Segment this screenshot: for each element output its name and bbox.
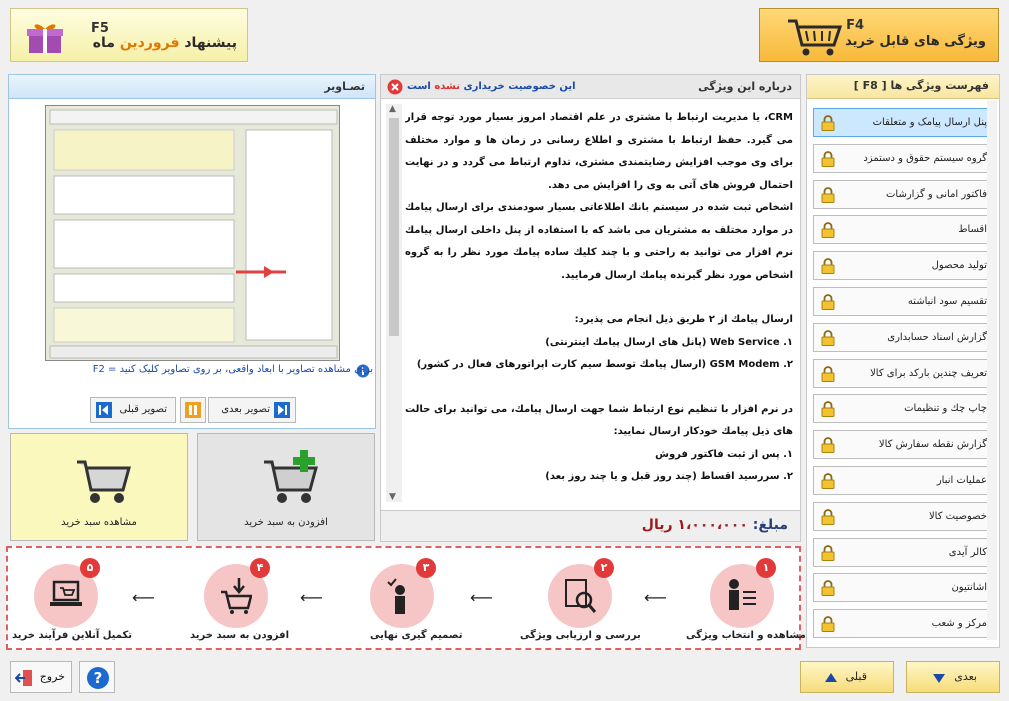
- lock-icon: [821, 222, 835, 238]
- images-hint: برای مشاهده تصاویر با ابعاد واقعی، بر روی تصاویر کلیک کنید = F2: [92, 364, 373, 375]
- offer-month: فروردین: [119, 35, 180, 51]
- chevron-up-icon: [825, 673, 837, 682]
- previous-button[interactable]: [800, 661, 894, 693]
- scroll-up-icon[interactable]: ▲: [389, 104, 396, 114]
- feature-list-item-label: فاکتور امانی و گزارشات: [886, 188, 987, 200]
- feature-list-item[interactable]: [813, 466, 993, 495]
- previous-image-button[interactable]: [90, 397, 176, 423]
- step-5: [34, 561, 98, 628]
- feature-list-item-label: گروه سیستم حقوق و دستمزد: [863, 152, 987, 164]
- skip-previous-icon: [96, 402, 112, 418]
- feature-list-item[interactable]: [813, 323, 993, 352]
- about-title: درباره این ویژگی: [698, 80, 792, 93]
- about-paragraph: در نرم افزار با تنظیم نوع ارتباط شما جهت ارسال پیامك، می توانید برای حالت های ذیل پیامك خودكار ارسال نمایید:: [405, 403, 793, 437]
- exit-door-icon: [15, 669, 33, 687]
- pause-button[interactable]: [180, 397, 206, 423]
- next-label: بعدی: [954, 670, 977, 683]
- about-paragraph: ارسال پیامك از ۲ طریق ذیل انجام می پذیرد:: [574, 314, 793, 325]
- step-arrow-icon: ⟵: [644, 588, 667, 607]
- shopping-cart-icon: [786, 17, 844, 57]
- person-checklist-icon: [726, 578, 758, 614]
- lock-icon: [821, 330, 835, 346]
- feature-list-item[interactable]: [813, 251, 993, 280]
- price-text: [642, 517, 788, 533]
- feature-list-item-label: پنل ارسال پیامک و متعلقات: [872, 117, 987, 128]
- view-cart-icon: [73, 450, 133, 510]
- feature-list-item-label: تقسیم سود انباشته: [907, 296, 987, 307]
- about-scrollbar[interactable]: [386, 104, 402, 502]
- lock-icon: [821, 366, 835, 382]
- next-image-button[interactable]: [208, 397, 296, 423]
- step-5-label: تکمیل آنلاین فرآیند خرید: [12, 630, 133, 641]
- offer-label: پیشنهاد فروردین ماه: [92, 35, 237, 51]
- step-3-label: تصمیم گیری نهایی: [370, 630, 463, 641]
- previous-label: قبلی: [845, 670, 867, 683]
- lock-icon: [821, 294, 835, 310]
- cart-download-icon: [220, 578, 252, 614]
- gift-icon: [25, 21, 65, 55]
- feature-list-item-label: عملیات انبار: [936, 475, 987, 486]
- feature-screenshot-thumbnail[interactable]: [45, 105, 340, 361]
- offer-shortcut: F5: [91, 21, 109, 36]
- feature-list-item-label: خصوصیت کالا: [928, 510, 987, 522]
- feature-list-item-label: مرکز و شعب: [931, 618, 987, 630]
- lock-icon: [821, 580, 835, 596]
- features-shortcut: F4: [846, 18, 864, 33]
- lock-icon: [821, 473, 835, 489]
- feature-list-item[interactable]: [813, 538, 993, 567]
- lock-icon: [821, 151, 835, 167]
- view-cart-button[interactable]: [10, 433, 188, 541]
- decision-person-icon: [386, 578, 418, 614]
- about-text: [405, 107, 793, 507]
- step-3: [370, 561, 434, 628]
- feature-list-item[interactable]: [813, 609, 993, 638]
- feature-list-item[interactable]: [813, 108, 993, 137]
- step-4-label: افزودن به سبد خرید: [190, 630, 289, 641]
- monthly-offer-button[interactable]: [10, 8, 248, 62]
- images-title: تصـاویر: [324, 80, 365, 93]
- about-feature-panel: [380, 74, 801, 540]
- view-cart-label: مشاهده سبد خرید: [61, 517, 137, 528]
- next-image-label: تصویر بعدی: [221, 404, 270, 415]
- price-label: مبلغ:: [752, 517, 788, 533]
- feature-list-title: فهرست ویژگی ها [ F8 ]: [807, 75, 999, 99]
- feature-list-item[interactable]: [813, 180, 993, 209]
- svg-text:?: ?: [93, 669, 103, 687]
- step-2: [548, 561, 612, 628]
- scroll-down-icon[interactable]: ▼: [389, 492, 396, 502]
- about-list-item: ۲. GSM Modem (ارسال پیامك توسط سیم كارت اپراتورهای فعال در كشور): [416, 359, 793, 370]
- lock-icon: [821, 258, 835, 274]
- chevron-down-icon: [933, 674, 945, 683]
- purchase-steps-panel: [6, 546, 806, 650]
- step-2-label: بررسی و ارزیابی ویژگی: [520, 630, 641, 641]
- step-number: ۵: [80, 558, 100, 578]
- feature-list-item-label: تولید محصول: [931, 260, 987, 272]
- price-value: ۱،۰۰۰،۰۰۰ ریال: [641, 517, 748, 533]
- lock-icon: [821, 115, 835, 131]
- step-number: ۲: [594, 558, 614, 578]
- not-purchased-warning: این خصوصیت خریداری نشده است: [407, 81, 576, 92]
- feature-list-item[interactable]: [813, 359, 993, 388]
- feature-list-item-label: تعریف چندین بارکد برای کالا: [870, 367, 987, 379]
- feature-list-item-label: اشانتیون: [951, 582, 987, 594]
- feature-list-item-label: اقساط: [958, 224, 987, 236]
- feature-list-item[interactable]: [813, 573, 993, 602]
- about-list-item: ۱. Web Service (پانل های ارسال پیامك اینترنتی): [545, 336, 793, 348]
- feature-list-item[interactable]: [813, 215, 993, 244]
- feature-list-item[interactable]: [813, 144, 993, 173]
- lock-icon: [821, 616, 835, 632]
- feature-list-item-label: چاپ چك و تنظیمات: [904, 403, 987, 415]
- step-1-label: مشاهده و انتخاب ویژگی: [686, 630, 806, 641]
- exit-label: خروج: [39, 670, 65, 683]
- close-circle-icon: [387, 79, 403, 95]
- help-button[interactable]: [79, 661, 115, 693]
- about-paragraph: اشخاص ثبت شده در سیستم بانك اطلاعاتی بسیار سودمندی برای ارسال پیامك در موارد مختلف به مشتریان می باشد كه با استفاده از پنل داخلی ارسال پیامك نرم افزار می توانید به راحتی و با چند كلیك ساده پیامك مورد نظر را به گروه اشخاص مورد نظر گیرنده پیامك ارسال فرمایید.: [405, 202, 793, 281]
- lock-icon: [821, 401, 835, 417]
- step-1: [710, 561, 774, 628]
- exit-button[interactable]: [10, 661, 72, 693]
- next-button[interactable]: [906, 661, 1000, 693]
- about-list-item: ۱. پس از ثبت فاکتور فروش: [655, 448, 793, 460]
- feature-list-scrollbar[interactable]: [987, 100, 997, 640]
- features-label: ویژگی های قابل خرید: [845, 34, 986, 49]
- step-arrow-icon: ⟵: [300, 588, 323, 607]
- scroll-thumb[interactable]: [389, 118, 399, 336]
- skip-next-icon: [274, 402, 290, 418]
- add-to-cart-icon: [260, 450, 320, 510]
- step-arrow-icon: ⟵: [132, 588, 155, 607]
- online-purchase-icon: [50, 578, 82, 614]
- lock-icon: [821, 545, 835, 561]
- feature-list-panel: [806, 74, 1000, 648]
- feature-list-item[interactable]: [813, 502, 993, 531]
- feature-list-item[interactable]: [813, 430, 993, 459]
- about-header: [381, 75, 800, 99]
- price-bar: [380, 510, 801, 542]
- lock-icon: [821, 437, 835, 453]
- feature-list-item-label: کالر آیدی: [948, 546, 987, 558]
- lock-icon: [821, 187, 835, 203]
- previous-image-label: تصویر قبلی: [119, 404, 167, 415]
- feature-list-item-label: گزارش اسناد حسابداری: [887, 331, 987, 343]
- purchasable-features-button[interactable]: [759, 8, 999, 62]
- review-document-icon: [564, 578, 596, 614]
- step-arrow-icon: ⟵: [470, 588, 493, 607]
- add-to-cart-label: افزودن به سبد خرید: [244, 517, 328, 528]
- step-number: ۱: [756, 558, 776, 578]
- lock-icon: [821, 509, 835, 525]
- step-number: ۴: [250, 558, 270, 578]
- pause-icon: [185, 402, 201, 418]
- about-paragraph: CRM، یا مدیریت ارتباط با مشتری در علم اقتصاد امروز بسیار مورد توجه قرار می گیرد. حفظ ارتباط با مشتری و اطلاع رسانی در زمان ها و موارد مختلف برای وی موجب افزایش رضایتمندی مشتری، تداوم ارتباط می گردد و در نهایت احتمال فروش های آتی به وی را افزایش می دهد.: [405, 112, 793, 191]
- step-number: ۳: [416, 558, 436, 578]
- add-to-cart-button[interactable]: [197, 433, 375, 541]
- feature-list-item[interactable]: [813, 394, 993, 423]
- about-list-item: ۲. سررسید اقساط (چند روز قبل و یا چند روز بعد): [545, 471, 793, 482]
- feature-list-item[interactable]: [813, 287, 993, 316]
- step-4: [204, 561, 268, 628]
- feature-list-item-label: گزارش نقطه سفارش کالا: [878, 439, 987, 451]
- help-icon: [86, 666, 110, 690]
